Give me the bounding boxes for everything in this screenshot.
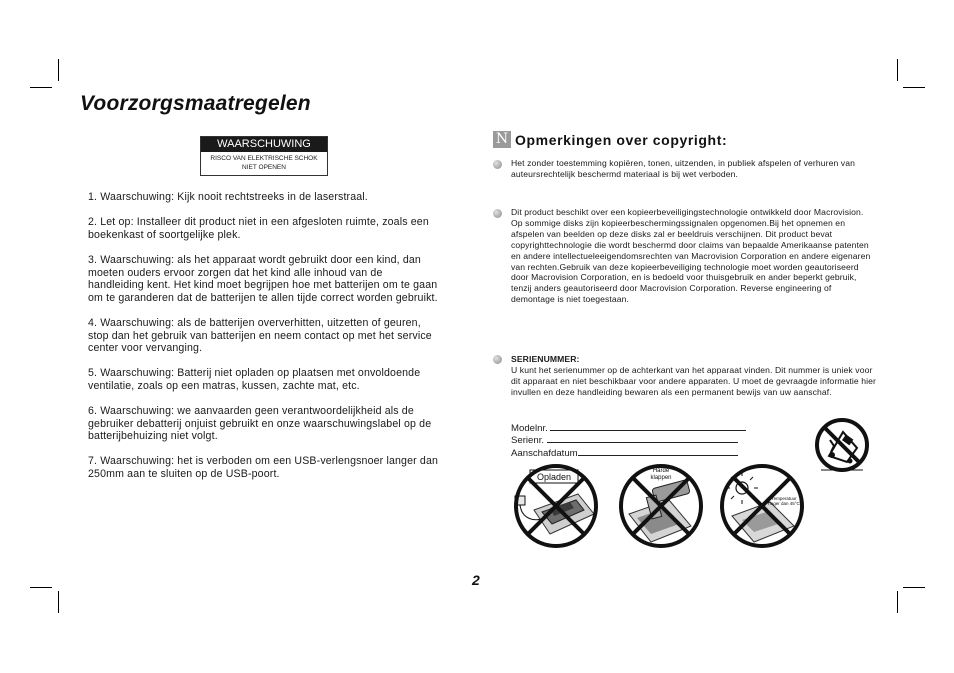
copyright-n-icon: N [493,131,511,148]
warning-item: 4. Waarschuwing: als de batterijen oververhitten, uitzetten of geuren, stop dan het gebruik van batterijen en neem contact op met het service center voor vervanging. [88,316,432,355]
purchase-date-label: Aanschafdatum [511,447,578,459]
page-title: Voorzorgsmaatregelen [80,92,311,115]
model-number-field[interactable] [550,422,746,431]
serial-number-row [511,434,746,446]
bullet-icon [493,209,502,218]
no-charging-on-soft-surface-icon [512,462,600,555]
warning-item: 3. Waarschuwing: als het apparaat wordt gebruikt door een kind, dan moeten ouders ervoor zorgen dat het kind alle inhoud van de handleiding kent. Het kind moet begrijpen hoe met batterijen om te gaan om te garanderen dat de batterijen te allen tijde correct worden gebruikt. [88,253,438,304]
no-high-temperature-icon [718,462,806,555]
warning-item: 2. Let op: Installeer dit product niet in een afgesloten ruimte, zoals een boekenkast of soortgelijke plek. [88,216,429,241]
hard-hit-label: klappen [650,475,672,481]
crop-mark [30,87,52,88]
crop-mark [897,591,898,613]
purchase-date-field[interactable] [578,447,738,456]
temperature-label: Temperatuur [771,496,797,501]
serial-title: SERIENUMMER: [511,354,580,364]
bullet-icon [493,160,502,169]
warning-item: 7. Waarschuwing: het is verboden om een USB-verlengsnoer langer dan 250mm aan te sluiten op de USB-poort. [88,455,439,481]
serial-number-field[interactable] [547,434,738,443]
macrovision-paragraph [511,207,876,305]
crop-mark [903,587,925,588]
warning-list [88,191,440,493]
hard-hit-label: Harde [652,468,670,474]
crop-mark [897,59,898,81]
warning-item: 5. Waarschuwing: Batterij niet opladen op plaatsen met onvoldoende ventilatie, zoals op een matras, kussen, zachte mat, etc. [88,367,421,392]
no-hard-hits-icon [617,462,705,555]
macrovision-text: Dit product beschikt over een kopieerbeveiligingstechnologie ontwikkeld door Macrovision. Op sommige disks zijn kopieerbeschermingssignalen opgenomen.Bij het opnemen en afspelen van beelden op deze disks zal er beeldruis verschijnen. Dit product bevat copyrighttechnologie die wordt beschermd door claims van bepaalde Amerikaanse patenten en andere intellectueleeigendomsrechten van Macrovision Corporation en andere eigenaren van rechten.Gebruik van deze kopieerbeveiliging technologie moet worden geautoriseerd door Macrovision Corporation, en is bedoeld voor thuisgebruik en ander beperkt gebruik, tenzij anders geautoriseerd door Macrovision Corporation. Reverse engineering of demontage is niet toegestaan. [511,207,871,305]
warning-item: 1. Waarschuwing: Kijk nooit rechtstreeks in de laserstraal. [88,191,368,203]
copyright-title: Opmerkingen over copyright: [515,131,728,148]
serial-number-label: Serienr. [511,435,545,447]
copyright-text: Het zonder toestemming kopiëren, tonen, uitzenden, in publiek afspelen of verhuren van auteursrechtelijk beschermd materiaal is bij wet verboden. [511,158,855,179]
purchase-date-row [511,447,746,459]
warning-label [200,136,328,176]
bullet-icon [493,355,502,364]
cart-tipover-warning-icon [813,418,871,479]
crop-mark [903,87,925,88]
page-number: 2 [472,572,480,588]
warning-label-header: WAARSCHUWING [201,137,327,152]
serial-section [511,354,876,398]
crop-mark [30,587,52,588]
crop-mark [58,591,59,613]
warning-item: 6. Waarschuwing: we aanvaarden geen verantwoordelijkheid als de gebruiker debatterij onjuist gebruikt en onze waarschuwingslabel op de batterijbehuizing niet volgt. [88,405,432,443]
crop-mark [58,59,59,81]
charging-label: Opladen [536,472,572,482]
purchase-form [511,422,746,459]
warning-label-text [201,152,327,172]
copyright-heading [493,131,727,148]
temperature-label: hoger dan 45°C [768,501,800,506]
warning-label-line: RISCO VAN ELEKTRISCHE SCHOK [210,155,318,162]
copyright-paragraph [511,158,876,180]
warning-label-line: NIET OPENEN [242,164,286,171]
model-number-row [511,422,746,434]
serial-text: U kunt het serienummer op de achterkant van het apparaat vinden. Dit nummer is uniek voor dit apparaat en niet beschikbaar voor andere apparaten. U moet de gevraagde informatie hier invullen en deze handleiding bewaren als een permanent bewijs van uw aanschaf. [511,364,877,397]
model-number-label: Modelnr. [511,423,548,434]
